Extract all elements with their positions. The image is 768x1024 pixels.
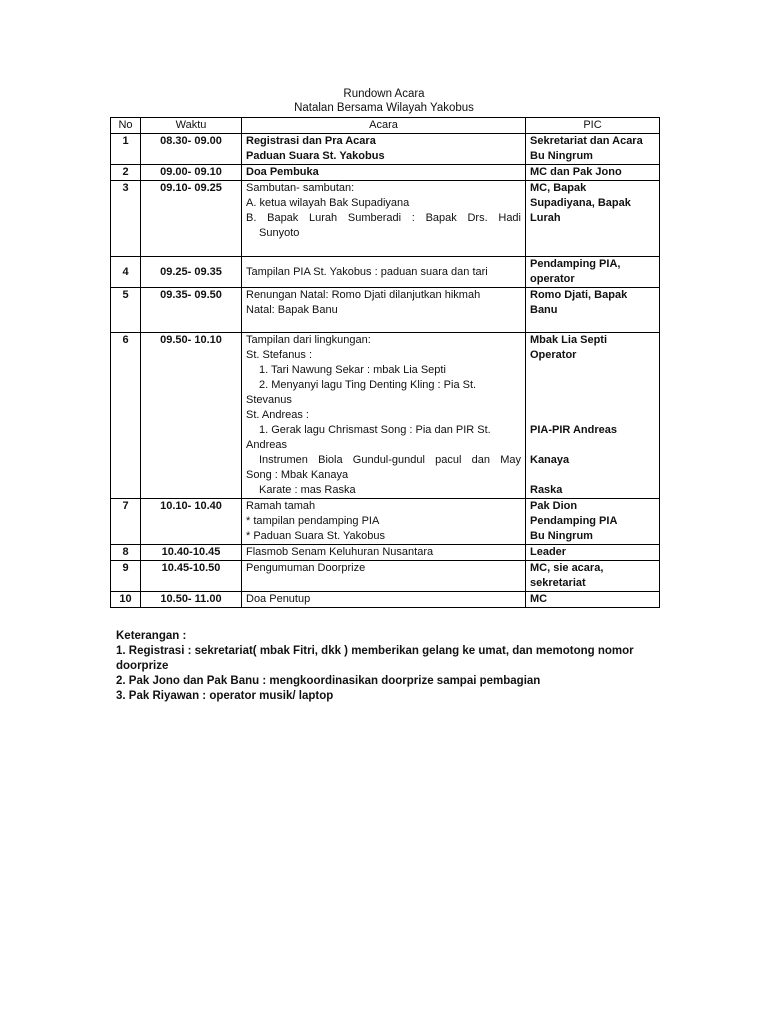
table-row [111, 561, 660, 592]
pic-line: Bu Ningrum [530, 150, 593, 162]
pic-line: Operator [530, 349, 577, 361]
row-acara [242, 181, 526, 257]
acara-line: Natal: Bapak Banu [246, 304, 338, 316]
pic-line: MC dan Pak Jono [530, 166, 622, 178]
row-pic [526, 545, 660, 561]
row-waktu: 09.25- 09.35 [141, 257, 242, 288]
notes-item: doorprize [116, 660, 169, 672]
acara-line: Andreas [246, 439, 287, 451]
column-header-no: No [111, 118, 141, 134]
table-row [111, 257, 660, 288]
row-no: 7 [111, 499, 141, 545]
row-acara [242, 165, 526, 181]
acara-line: A. ketua wilayah Bak Supadiyana [246, 197, 410, 209]
table-row [111, 592, 660, 608]
acara-line: 2. Menyanyi lagu Ting Denting Kling : Pia St. [259, 379, 477, 391]
table-row [111, 333, 660, 499]
row-pic [526, 257, 660, 288]
row-acara [242, 134, 526, 165]
row-pic [526, 181, 660, 257]
row-waktu: 08.30- 09.00 [141, 134, 242, 165]
row-no: 4 [111, 257, 141, 288]
row-pic [526, 499, 660, 545]
row-waktu: 09.00- 09.10 [141, 165, 242, 181]
acara-line: Song : Mbak Kanaya [246, 469, 349, 481]
pic-line: Pendamping PIA [530, 515, 618, 527]
row-waktu: 09.35- 09.50 [141, 288, 242, 333]
notes-item: 1. Registrasi : sekretariat( mbak Fitri, dkk ) memberikan gelang ke umat, dan memotong nomor [116, 645, 634, 657]
row-waktu: 10.10- 10.40 [141, 499, 242, 545]
rundown-table [110, 117, 660, 608]
pic-line: PIA-PIR Andreas [530, 424, 618, 436]
acara-line: Pengumuman Doorprize [246, 562, 366, 574]
row-acara [242, 257, 526, 288]
acara-line: Doa Pembuka [246, 166, 319, 178]
acara-line: Sunyoto [259, 227, 300, 239]
pic-line: Kanaya [530, 454, 570, 466]
row-pic [526, 333, 660, 499]
pic-line: operator [530, 273, 575, 285]
acara-line: Ramah tamah [246, 500, 316, 512]
row-pic [526, 165, 660, 181]
row-no: 9 [111, 561, 141, 592]
acara-line: Paduan Suara St. Yakobus [246, 150, 385, 162]
column-header-pic: PIC [526, 118, 660, 134]
pic-line: MC, Bapak [530, 182, 587, 194]
acara-line: Tampilan PIA St. Yakobus : paduan suara dan tari [246, 265, 488, 278]
row-waktu: 09.10- 09.25 [141, 181, 242, 257]
table-row [111, 499, 660, 545]
table-row [111, 134, 660, 165]
table-header-row [111, 118, 660, 134]
row-waktu: 10.45-10.50 [141, 561, 242, 592]
pic-line: Leader [530, 546, 567, 558]
pic-line: Banu [530, 304, 558, 316]
table-row [111, 165, 660, 181]
row-acara [242, 592, 526, 608]
acara-line: Doa Penutup [246, 593, 311, 605]
pic-line: MC [530, 593, 548, 605]
document-subtitle: Natalan Bersama Wilayah Yakobus [294, 102, 474, 114]
acara-line: Renungan Natal: Romo Djati dilanjutkan hikmah [246, 289, 481, 301]
notes-item: 2. Pak Jono dan Pak Banu : mengkoordinasikan doorprize sampai pembagian [116, 675, 541, 687]
pic-line: Supadiyana, Bapak [530, 197, 631, 209]
row-acara [242, 288, 526, 333]
row-pic [526, 561, 660, 592]
acara-line: Tampilan dari lingkungan: [246, 334, 371, 346]
row-no: 5 [111, 288, 141, 333]
pic-line: Lurah [530, 212, 561, 224]
acara-line: * tampilan pendamping PIA [246, 515, 380, 527]
row-waktu: 09.50- 10.10 [141, 333, 242, 499]
acara-line: Stevanus [246, 394, 292, 406]
pic-line: sekretariat [530, 577, 586, 589]
pic-line: Sekretariat dan Acara [530, 135, 643, 147]
row-pic [526, 288, 660, 333]
acara-line: Karate : mas Raska [259, 484, 356, 496]
row-no: 10 [111, 592, 141, 608]
notes-item: 3. Pak Riyawan : operator musik/ laptop [116, 690, 334, 702]
pic-line: Mbak Lia Septi [530, 334, 608, 346]
row-waktu: 10.40-10.45 [141, 545, 242, 561]
acara-line: * Paduan Suara St. Yakobus [246, 530, 386, 542]
column-header-waktu: Waktu [141, 118, 242, 134]
row-no: 6 [111, 333, 141, 499]
row-acara [242, 499, 526, 545]
column-header-acara: Acara [242, 118, 526, 134]
acara-line: 1. Tari Nawung Sekar : mbak Lia Septi [259, 364, 446, 376]
row-acara [242, 333, 526, 499]
pic-line: Pak Dion [530, 500, 578, 512]
acara-line: Sambutan- sambutan: [246, 182, 355, 194]
row-no: 8 [111, 545, 141, 561]
acara-line: Registrasi dan Pra Acara [246, 135, 376, 147]
acara-line: St. Stefanus : [246, 349, 313, 361]
row-waktu: 10.50- 11.00 [141, 592, 242, 608]
document-title: Rundown Acara [343, 88, 425, 100]
row-pic [526, 134, 660, 165]
pic-line: MC, sie acara, [530, 562, 604, 574]
acara-line: Flasmob Senam Keluhuran Nusantara [246, 546, 434, 558]
row-no: 2 [111, 165, 141, 181]
acara-line: 1. Gerak lagu Chrismast Song : Pia dan PIR St. [259, 424, 491, 436]
table-row [111, 181, 660, 257]
acara-line: St. Andreas : [246, 409, 309, 421]
pic-line: Raska [530, 484, 563, 496]
notes-heading: Keterangan : [116, 630, 187, 642]
table-row [111, 545, 660, 561]
row-no: 3 [111, 181, 141, 257]
notes-section [116, 629, 656, 704]
acara-line: B. Bapak Lurah Sumberadi : Bapak Drs. Hadi [246, 212, 521, 224]
row-acara [242, 561, 526, 592]
row-acara [242, 545, 526, 561]
acara-line: Instrumen Biola Gundul-gundul pacul dan May [259, 454, 521, 466]
pic-line: Romo Djati, Bapak [530, 289, 628, 301]
pic-line: Bu Ningrum [530, 530, 593, 542]
row-pic [526, 592, 660, 608]
row-no: 1 [111, 134, 141, 165]
pic-line: Pendamping PIA, [530, 258, 621, 270]
table-row [111, 288, 660, 333]
